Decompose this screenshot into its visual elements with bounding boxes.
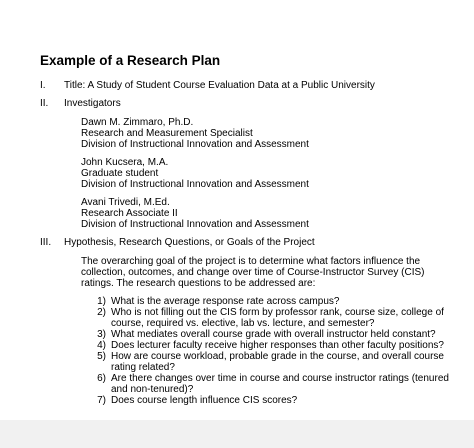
investigator-role: Research and Measurement Specialist xyxy=(81,128,253,139)
question-text: Who is not filling out the CIS form by professor rank, course size, college of xyxy=(111,307,444,318)
investigator-name: Avani Trivedi, M.Ed. xyxy=(81,197,170,208)
question-text: How are course workload, probable grade in the course, and overall course xyxy=(111,351,444,362)
question-number: 2) xyxy=(97,307,106,318)
question-number: 6) xyxy=(97,373,106,384)
question-text: rating related? xyxy=(111,362,175,373)
section-1-title-line: Title: A Study of Student Course Evaluation Data at a Public University xyxy=(64,80,375,91)
investigator-role: Graduate student xyxy=(81,168,159,179)
investigator-division: Division of Instructional Innovation and Assessment xyxy=(81,139,309,150)
question-number: 1) xyxy=(97,296,106,307)
paragraph-line: collection, outcomes, and change over time of Course-Instructor Survey (CIS) xyxy=(81,267,425,278)
section-2-heading: Investigators xyxy=(64,98,121,109)
question-text: course, required vs. elective, lab vs. lecture, and semester? xyxy=(111,318,375,329)
investigator-division: Division of Instructional Innovation and Assessment xyxy=(81,179,309,190)
question-number: 7) xyxy=(97,395,106,406)
question-text: Are there changes over time in course and course instructor ratings (tenured xyxy=(111,373,449,384)
document-title: Example of a Research Plan xyxy=(40,53,221,68)
investigator-division: Division of Instructional Innovation and Assessment xyxy=(81,219,309,230)
page-bottom-margin xyxy=(0,420,474,448)
section-3-heading: Hypothesis, Research Questions, or Goals of the Project xyxy=(64,237,315,248)
section-2-numeral: II. xyxy=(40,98,49,109)
question-number: 5) xyxy=(97,351,106,362)
question-text: What mediates overall course grade with overall instructor held constant? xyxy=(111,329,436,340)
investigator-role: Research Associate II xyxy=(81,208,178,219)
question-text: What is the average response rate across campus? xyxy=(111,296,340,307)
section-1-numeral: I. xyxy=(40,80,46,91)
question-text: Does lecturer faculty receive higher responses than other faculty positions? xyxy=(111,340,444,351)
question-text: Does course length influence CIS scores? xyxy=(111,395,298,406)
paragraph-line: ratings. The research questions to be addressed are: xyxy=(81,278,316,289)
investigator-name: Dawn M. Zimmaro, Ph.D. xyxy=(81,117,194,128)
investigator-name: John Kucsera, M.A. xyxy=(81,157,169,168)
section-3-numeral: III. xyxy=(40,237,52,248)
question-text: and non-tenured)? xyxy=(111,384,194,395)
question-number: 3) xyxy=(97,329,106,340)
question-number: 4) xyxy=(97,340,106,351)
paragraph-line: The overarching goal of the project is to determine what factors influence the xyxy=(81,256,421,267)
